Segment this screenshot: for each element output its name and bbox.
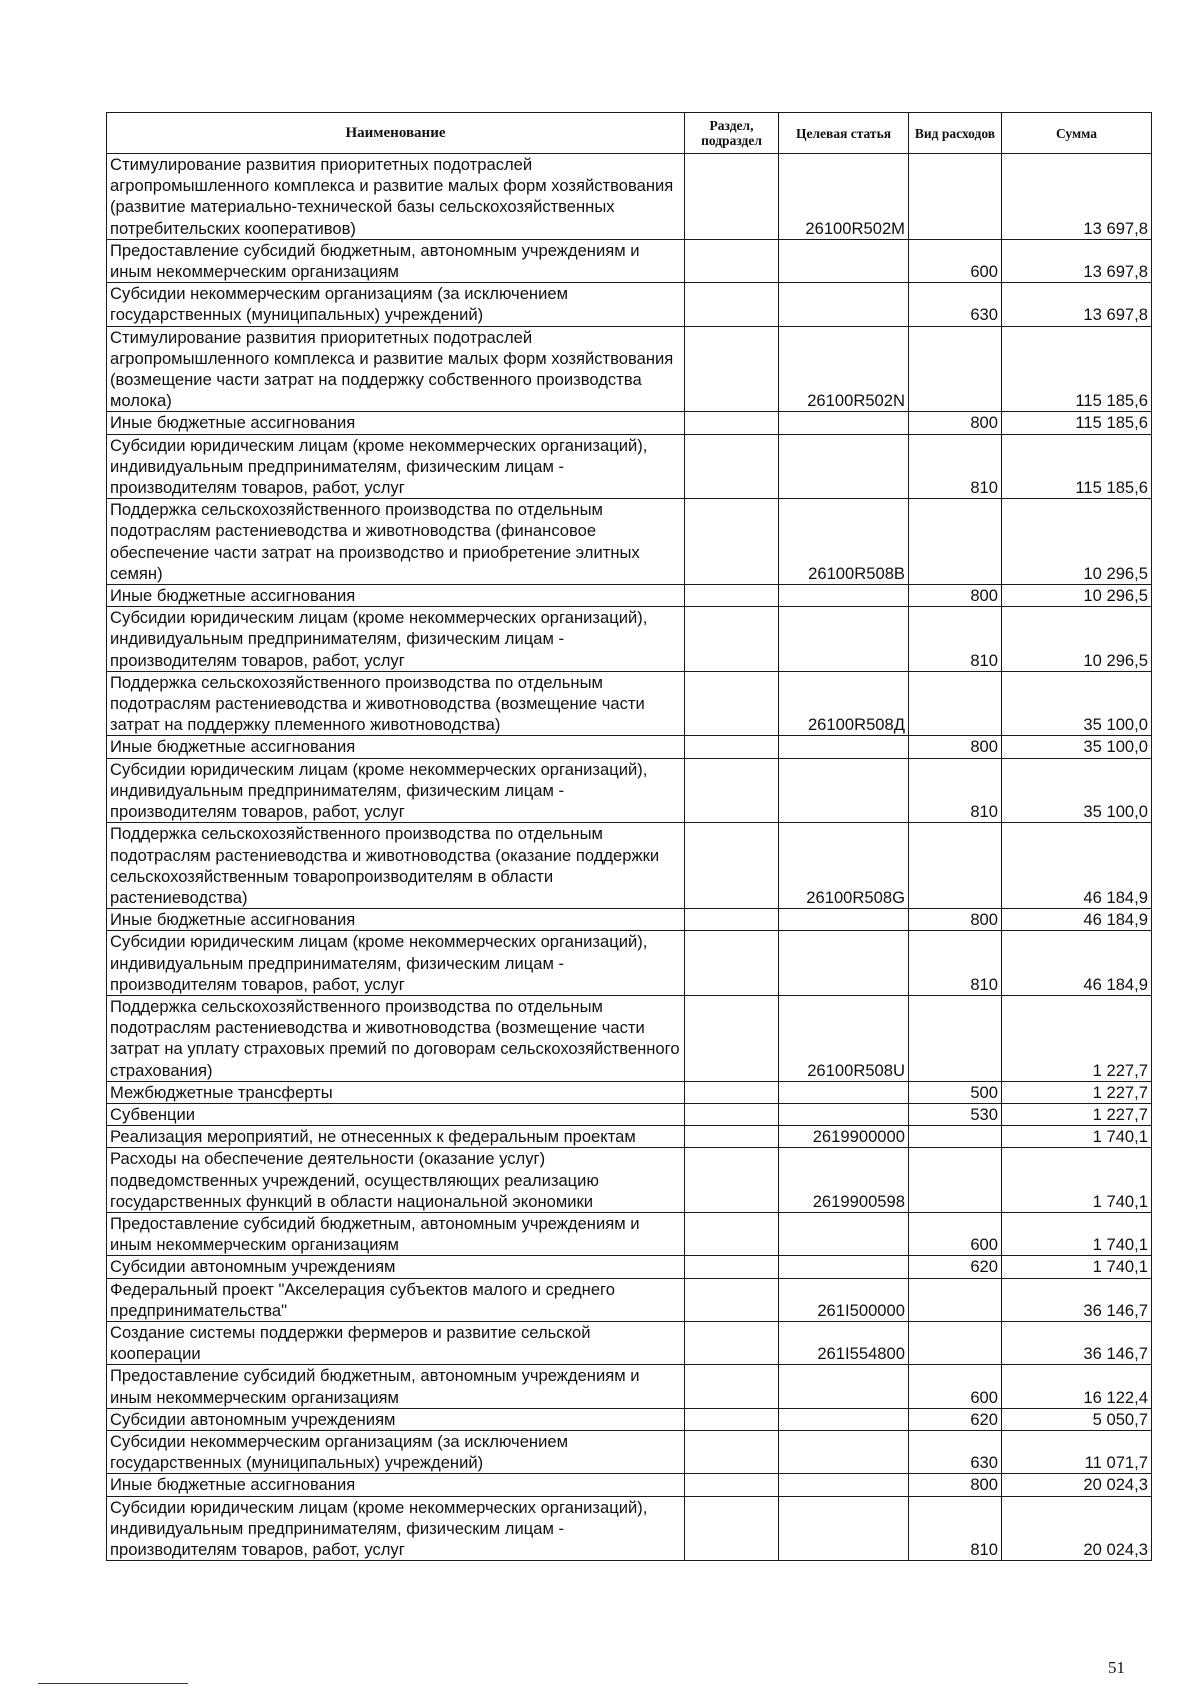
cell-section xyxy=(685,758,779,823)
cell-kind: 800 xyxy=(909,585,1002,607)
cell-target xyxy=(779,1081,909,1103)
cell-sum: 115 185,6 xyxy=(1002,412,1152,434)
table-body xyxy=(107,154,1152,1561)
cell-kind: 620 xyxy=(909,1256,1002,1278)
cell-kind: 800 xyxy=(909,909,1002,931)
cell-name: Поддержка сельскохозяйственного производства по отдельным подотраслям растениеводства и животноводства (возмещение части затрат на уплату страховых премий по договорам сельскохозяйственного страхования) xyxy=(107,995,685,1081)
cell-kind xyxy=(909,1278,1002,1321)
cell-kind xyxy=(909,1126,1002,1148)
cell-sum: 5 050,7 xyxy=(1002,1408,1152,1430)
cell-target xyxy=(779,434,909,499)
cell-sum: 10 296,5 xyxy=(1002,585,1152,607)
cell-target xyxy=(779,607,909,672)
footer-rule xyxy=(38,1683,188,1684)
table-row xyxy=(107,1278,1152,1321)
cell-name: Поддержка сельскохозяйственного производства по отдельным подотраслям растениеводства и животноводства (возмещение части затрат на поддержку племенного животноводства) xyxy=(107,671,685,736)
cell-name: Субсидии автономным учреждениям xyxy=(107,1256,685,1278)
table-row xyxy=(107,607,1152,672)
cell-target xyxy=(779,412,909,434)
cell-name: Федеральный проект "Акселерация субъектов малого и среднего предпринимательства" xyxy=(107,1278,685,1321)
cell-section xyxy=(685,671,779,736)
document-page xyxy=(106,112,1151,1561)
cell-section xyxy=(685,736,779,758)
cell-kind: 600 xyxy=(909,1365,1002,1408)
cell-section xyxy=(685,434,779,499)
cell-sum: 1 227,7 xyxy=(1002,1081,1152,1103)
table-row xyxy=(107,1148,1152,1213)
cell-section xyxy=(685,1474,779,1496)
header-sum: Сумма xyxy=(1002,113,1152,154)
cell-kind xyxy=(909,671,1002,736)
cell-target xyxy=(779,758,909,823)
budget-table xyxy=(106,112,1152,1561)
cell-section xyxy=(685,909,779,931)
table-row xyxy=(107,239,1152,282)
table-row xyxy=(107,1496,1152,1561)
cell-sum: 1 227,7 xyxy=(1002,995,1152,1081)
cell-name: Предоставление субсидий бюджетным, автономным учреждениям и иным некоммерческим организациям xyxy=(107,1212,685,1255)
cell-sum: 1 227,7 xyxy=(1002,1103,1152,1125)
cell-target: 26100R502M xyxy=(779,154,909,240)
header-section: Раздел, подраздел xyxy=(685,113,779,154)
cell-name: Субсидии юридическим лицам (кроме некоммерческих организаций), индивидуальным предпринимателям, физическим лицам - производителям товаров, работ, услуг xyxy=(107,434,685,499)
table-row xyxy=(107,283,1152,326)
cell-sum: 20 024,3 xyxy=(1002,1496,1152,1561)
page-number: 51 xyxy=(1108,1658,1125,1677)
cell-target xyxy=(779,736,909,758)
cell-target xyxy=(779,1408,909,1430)
cell-target xyxy=(779,1103,909,1125)
cell-name: Иные бюджетные ассигнования xyxy=(107,585,685,607)
table-row xyxy=(107,1408,1152,1430)
cell-target xyxy=(779,1256,909,1278)
cell-section xyxy=(685,1103,779,1125)
cell-name: Иные бюджетные ассигнования xyxy=(107,909,685,931)
cell-kind: 500 xyxy=(909,1081,1002,1103)
cell-kind xyxy=(909,154,1002,240)
cell-sum: 1 740,1 xyxy=(1002,1256,1152,1278)
cell-kind xyxy=(909,995,1002,1081)
cell-name: Предоставление субсидий бюджетным, автономным учреждениям и иным некоммерческим организациям xyxy=(107,239,685,282)
cell-kind xyxy=(909,1148,1002,1213)
cell-sum: 46 184,9 xyxy=(1002,909,1152,931)
cell-sum: 13 697,8 xyxy=(1002,154,1152,240)
cell-kind: 600 xyxy=(909,1212,1002,1255)
cell-name: Субсидии некоммерческим организациям (за исключением государственных (муниципальных) учреждений) xyxy=(107,1430,685,1473)
table-row xyxy=(107,1321,1152,1364)
cell-sum: 1 740,1 xyxy=(1002,1148,1152,1213)
cell-target xyxy=(779,1474,909,1496)
table-row xyxy=(107,909,1152,931)
cell-name: Расходы на обеспечение деятельности (оказание услуг) подведомственных учреждений, осуществляющих реализацию государственных функций в области национальной экономики xyxy=(107,1148,685,1213)
cell-name: Стимулирование развития приоритетных подотраслей агропромышленного комплекса и развитие малых форм хозяйствования (возмещение части затрат на поддержку собственного производства молока) xyxy=(107,326,685,412)
cell-target xyxy=(779,1365,909,1408)
cell-target: 26100R508B xyxy=(779,499,909,585)
table-header xyxy=(107,113,1152,154)
cell-target xyxy=(779,1430,909,1473)
cell-target xyxy=(779,1212,909,1255)
table-row xyxy=(107,434,1152,499)
cell-name: Поддержка сельскохозяйственного производства по отдельным подотраслям растениеводства и животноводства (оказание поддержки сельскохозяйственным товаропроизводителям в области растениеводства) xyxy=(107,823,685,909)
cell-target: 2619900000 xyxy=(779,1126,909,1148)
cell-name: Создание системы поддержки фермеров и развитие сельской кооперации xyxy=(107,1321,685,1364)
cell-section xyxy=(685,1126,779,1148)
cell-sum: 35 100,0 xyxy=(1002,736,1152,758)
cell-section xyxy=(685,1321,779,1364)
cell-kind: 620 xyxy=(909,1408,1002,1430)
cell-name: Стимулирование развития приоритетных подотраслей агропромышленного комплекса и развитие малых форм хозяйствования (развитие материально-технической базы сельскохозяйственных потребительских кооперативов) xyxy=(107,154,685,240)
cell-section xyxy=(685,412,779,434)
cell-target xyxy=(779,585,909,607)
cell-sum: 20 024,3 xyxy=(1002,1474,1152,1496)
cell-section xyxy=(685,154,779,240)
table-row xyxy=(107,1212,1152,1255)
table-row xyxy=(107,1430,1152,1473)
cell-sum: 46 184,9 xyxy=(1002,931,1152,996)
cell-sum: 115 185,6 xyxy=(1002,434,1152,499)
table-row xyxy=(107,412,1152,434)
table-row xyxy=(107,154,1152,240)
cell-kind: 810 xyxy=(909,758,1002,823)
table-row xyxy=(107,499,1152,585)
cell-sum: 16 122,4 xyxy=(1002,1365,1152,1408)
cell-name: Реализация мероприятий, не отнесенных к федеральным проектам xyxy=(107,1126,685,1148)
cell-target: 261I554800 xyxy=(779,1321,909,1364)
table-row xyxy=(107,1474,1152,1496)
table-row xyxy=(107,671,1152,736)
cell-kind: 810 xyxy=(909,1496,1002,1561)
cell-kind: 630 xyxy=(909,283,1002,326)
cell-kind: 810 xyxy=(909,607,1002,672)
cell-sum: 1 740,1 xyxy=(1002,1212,1152,1255)
cell-kind: 800 xyxy=(909,412,1002,434)
table-row xyxy=(107,585,1152,607)
cell-sum: 36 146,7 xyxy=(1002,1278,1152,1321)
cell-section xyxy=(685,1430,779,1473)
cell-name: Субсидии автономным учреждениям xyxy=(107,1408,685,1430)
cell-sum: 36 146,7 xyxy=(1002,1321,1152,1364)
cell-target: 26100R508Д xyxy=(779,671,909,736)
cell-kind: 600 xyxy=(909,239,1002,282)
cell-section xyxy=(685,239,779,282)
cell-name: Субсидии юридическим лицам (кроме некоммерческих организаций), индивидуальным предпринимателям, физическим лицам - производителям товаров, работ, услуг xyxy=(107,1496,685,1561)
cell-section xyxy=(685,1212,779,1255)
cell-kind: 810 xyxy=(909,931,1002,996)
cell-target: 26100R508G xyxy=(779,823,909,909)
cell-sum: 13 697,8 xyxy=(1002,283,1152,326)
cell-kind xyxy=(909,499,1002,585)
table-row xyxy=(107,326,1152,412)
cell-sum: 13 697,8 xyxy=(1002,239,1152,282)
cell-target xyxy=(779,283,909,326)
cell-kind: 630 xyxy=(909,1430,1002,1473)
cell-section xyxy=(685,931,779,996)
cell-target xyxy=(779,239,909,282)
cell-section xyxy=(685,607,779,672)
cell-kind: 530 xyxy=(909,1103,1002,1125)
cell-name: Межбюджетные трансферты xyxy=(107,1081,685,1103)
cell-section xyxy=(685,1496,779,1561)
cell-name: Предоставление субсидий бюджетным, автономным учреждениям и иным некоммерческим организациям xyxy=(107,1365,685,1408)
cell-section xyxy=(685,1148,779,1213)
cell-name: Иные бюджетные ассигнования xyxy=(107,1474,685,1496)
cell-name: Субсидии юридическим лицам (кроме некоммерческих организаций), индивидуальным предпринимателям, физическим лицам - производителям товаров, работ, услуг xyxy=(107,931,685,996)
cell-target xyxy=(779,909,909,931)
cell-sum: 115 185,6 xyxy=(1002,326,1152,412)
header-name: Наименование xyxy=(107,113,685,154)
cell-sum: 10 296,5 xyxy=(1002,607,1152,672)
cell-section xyxy=(685,1365,779,1408)
cell-section xyxy=(685,283,779,326)
table-row xyxy=(107,823,1152,909)
cell-name: Иные бюджетные ассигнования xyxy=(107,412,685,434)
table-row xyxy=(107,995,1152,1081)
cell-sum: 35 100,0 xyxy=(1002,758,1152,823)
cell-target: 26100R502N xyxy=(779,326,909,412)
cell-target xyxy=(779,931,909,996)
cell-name: Иные бюджетные ассигнования xyxy=(107,736,685,758)
table-row xyxy=(107,1126,1152,1148)
cell-name: Субсидии некоммерческим организациям (за исключением государственных (муниципальных) учреждений) xyxy=(107,283,685,326)
header-kind: Вид расходов xyxy=(909,113,1002,154)
cell-sum: 35 100,0 xyxy=(1002,671,1152,736)
cell-section xyxy=(685,1278,779,1321)
cell-sum: 10 296,5 xyxy=(1002,499,1152,585)
cell-kind: 800 xyxy=(909,736,1002,758)
table-row xyxy=(107,736,1152,758)
table-row xyxy=(107,758,1152,823)
cell-kind xyxy=(909,823,1002,909)
table-row xyxy=(107,1256,1152,1278)
table-row xyxy=(107,1365,1152,1408)
cell-sum: 11 071,7 xyxy=(1002,1430,1152,1473)
cell-sum: 46 184,9 xyxy=(1002,823,1152,909)
header-target: Целевая статья xyxy=(779,113,909,154)
cell-section xyxy=(685,499,779,585)
cell-target xyxy=(779,1496,909,1561)
cell-sum: 1 740,1 xyxy=(1002,1126,1152,1148)
cell-section xyxy=(685,1256,779,1278)
table-row xyxy=(107,1103,1152,1125)
cell-section xyxy=(685,585,779,607)
cell-target: 261I500000 xyxy=(779,1278,909,1321)
table-row xyxy=(107,1081,1152,1103)
cell-name: Поддержка сельскохозяйственного производства по отдельным подотраслям растениеводства и животноводства (финансовое обеспечение части затрат на производство и приобретение элитных семян) xyxy=(107,499,685,585)
cell-section xyxy=(685,1408,779,1430)
cell-kind: 810 xyxy=(909,434,1002,499)
cell-section xyxy=(685,326,779,412)
cell-kind: 800 xyxy=(909,1474,1002,1496)
cell-target: 26100R508U xyxy=(779,995,909,1081)
cell-section xyxy=(685,823,779,909)
cell-name: Субвенции xyxy=(107,1103,685,1125)
header-row xyxy=(107,113,1152,154)
cell-section xyxy=(685,995,779,1081)
cell-target: 2619900598 xyxy=(779,1148,909,1213)
cell-kind xyxy=(909,326,1002,412)
table-row xyxy=(107,931,1152,996)
cell-name: Субсидии юридическим лицам (кроме некоммерческих организаций), индивидуальным предпринимателям, физическим лицам - производителям товаров, работ, услуг xyxy=(107,607,685,672)
cell-section xyxy=(685,1081,779,1103)
cell-kind xyxy=(909,1321,1002,1364)
cell-name: Субсидии юридическим лицам (кроме некоммерческих организаций), индивидуальным предпринимателям, физическим лицам - производителям товаров, работ, услуг xyxy=(107,758,685,823)
